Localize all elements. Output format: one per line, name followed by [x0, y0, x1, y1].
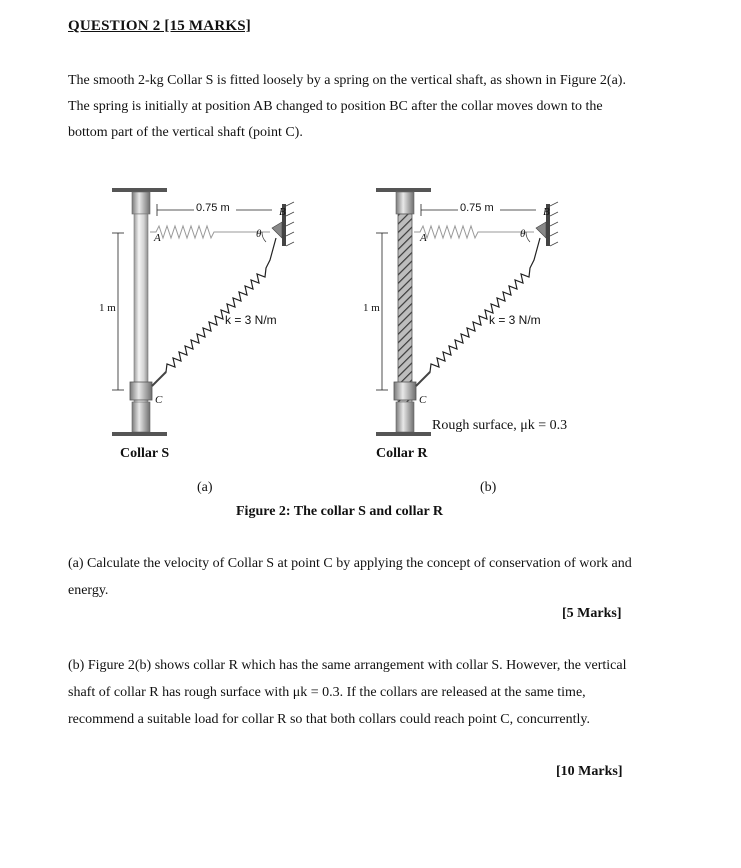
collar-s-label: Collar S	[120, 446, 170, 461]
dim-vertical-b: 1 m	[363, 302, 380, 314]
question-b-text: (b) Figure 2(b) shows collar R which has the same arrangement with collar S. However, the vertical shaft of collar R has rough surface with μk = 0.3. If the collars are released at the same time, recommend a suitable load for collar R so that both collars could reach point C, concurrently.	[68, 658, 627, 727]
point-a-label-b: A	[420, 232, 427, 244]
subfigure-b-label: (b)	[480, 480, 497, 495]
top-plate-b	[376, 188, 431, 192]
spring-constant-a: k = 3 N/m	[225, 313, 277, 327]
question-b-marks: [10 Marks]	[556, 764, 623, 779]
theta-label: θ	[256, 228, 262, 240]
spring-constant-b: k = 3 N/m	[489, 313, 541, 327]
collar-s	[130, 382, 152, 400]
theta-label-b: θ	[520, 228, 526, 240]
rough-surface-label: Rough surface, μk = 0.3	[432, 418, 568, 433]
figure-caption: Figure 2: The collar S and collar R	[236, 504, 444, 519]
top-plate-a	[112, 188, 167, 192]
spring-ab-a	[150, 226, 270, 238]
diagram-b	[376, 188, 558, 436]
dim-vertical-a: 1 m	[99, 302, 116, 314]
bottom-plate-b	[376, 432, 431, 436]
spring-ab-b	[414, 226, 534, 238]
point-c-label-b: C	[419, 394, 427, 406]
question-a-text: (a) Calculate the velocity of Collar S at point C by applying the concept of conservation of work and energy.	[68, 556, 632, 598]
spring-bc-a	[152, 238, 276, 386]
point-c-label: C	[155, 394, 163, 406]
collar-r-label: Collar R	[376, 446, 428, 461]
point-a-label: A	[154, 232, 161, 244]
bottom-plate-a	[112, 432, 167, 436]
point-b-label: B	[279, 206, 286, 218]
figure-2	[0, 180, 741, 520]
spring-bc-b	[416, 238, 540, 386]
dim-horizontal-a: 0.75 m	[196, 202, 230, 214]
figure-diagram	[0, 180, 741, 520]
dim-horizontal-b: 0.75 m	[460, 202, 494, 214]
intro-paragraph: The smooth 2-kg Collar S is fitted loosely by a spring on the vertical shaft, as shown in Figure 2(a). The spring is initially at position AB changed to position BC after the collar moves down to the bottom part of the vertical shaft (point C).	[68, 73, 626, 140]
subfigure-a-label: (a)	[197, 480, 213, 495]
question-a-marks: [5 Marks]	[562, 606, 622, 621]
collar-r	[394, 382, 416, 400]
diagram-a	[112, 188, 294, 436]
question-heading: QUESTION 2 [15 MARKS]	[68, 18, 251, 34]
point-b-label-b: B	[543, 206, 550, 218]
